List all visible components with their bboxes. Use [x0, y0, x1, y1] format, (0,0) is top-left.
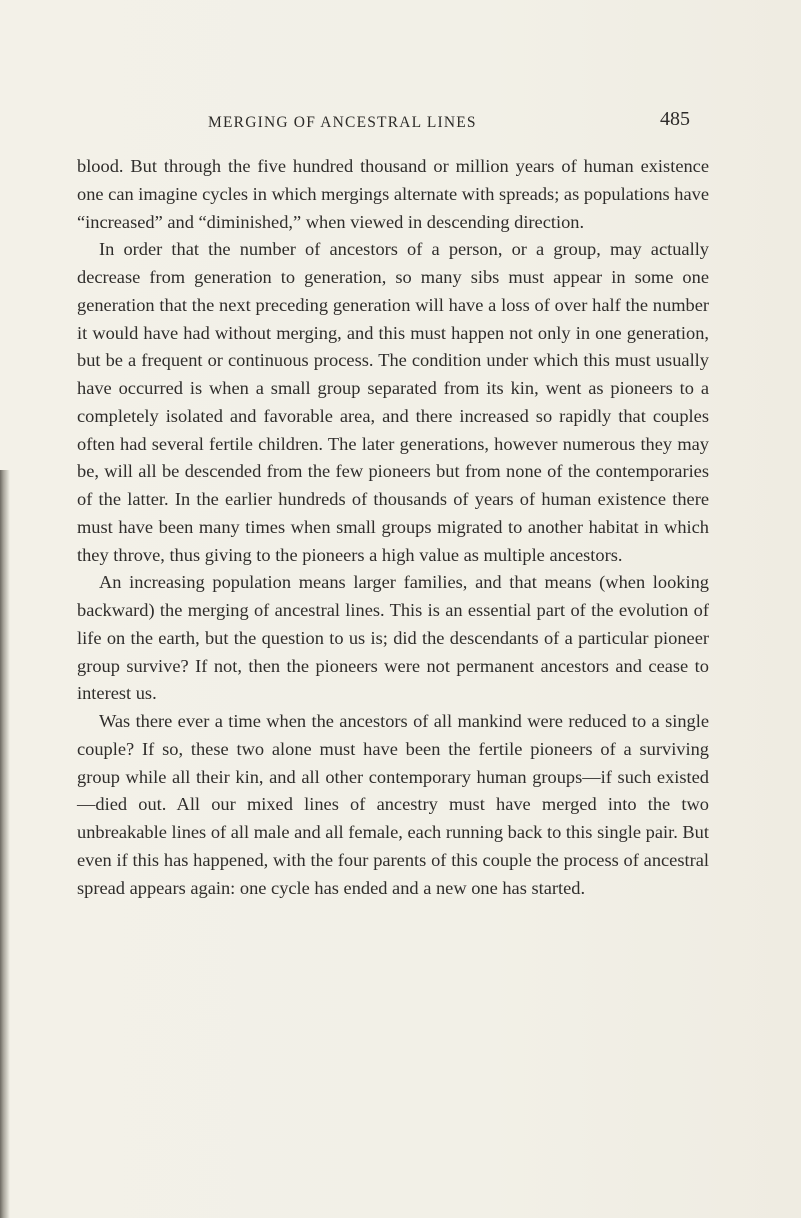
paragraph-1: blood. But through the five hundred thousand or million years of human existence one can imagine cycles in which mergings alternate with spreads; as populations have “increased” and “diminished,” when viewed in descending direction. — [77, 156, 709, 232]
paragraph-2: In order that the number of ancestors of a person, or a group, may actually decrease from generation to generation, so many sibs must appear in some one generation that the next preceding generation will have a loss of over half the number it would have had without merging, and this must happen not only in one generation, but be a frequent or continuous process. The condition under which this must usually have occurred is when a small group separated from its kin, went as pioneers to a completely isolated and favorable area, and there increased so rapidly that couples often had several fertile children. The later generations, however numerous they may be, will all be descended from the few pioneers but from none of the contemporaries of the latter. In the earlier hundreds of thousands of years of human existence there must have been many times when small groups migrated to another habitat in which they throve, thus giving to the pioneers a high value as multiple ancestors. — [77, 239, 709, 565]
page-header — [208, 108, 690, 138]
paragraph-4: Was there ever a time when the ancestors of all mankind were reduced to a single couple? If so, these two alone must have been the fertile pioneers of a surviving group while all their kin, and all other contemporary human groups—if such existed—died out. All our mixed lines of ancestry must have merged into the two unbreakable lines of all male and all female, each running back to this single pair. But even if this has happened, with the four parents of this couple the process of ancestral spread appears again: one cycle has ended and a new one has started. — [77, 711, 709, 898]
paragraph-3: An increasing population means larger families, and that means (when looking backward) the merging of ancestral lines. This is an essential part of the evolution of life on the earth, but the question to us is; did the descendants of a particular pioneer group survive? If not, then the pioneers were not permanent ancestors and cease to interest us. — [77, 572, 709, 704]
body-text — [77, 153, 709, 902]
page-number: 485 — [660, 108, 690, 130]
running-head: MERGING OF ANCESTRAL LINES — [208, 114, 477, 131]
binding-shadow — [0, 470, 10, 1218]
